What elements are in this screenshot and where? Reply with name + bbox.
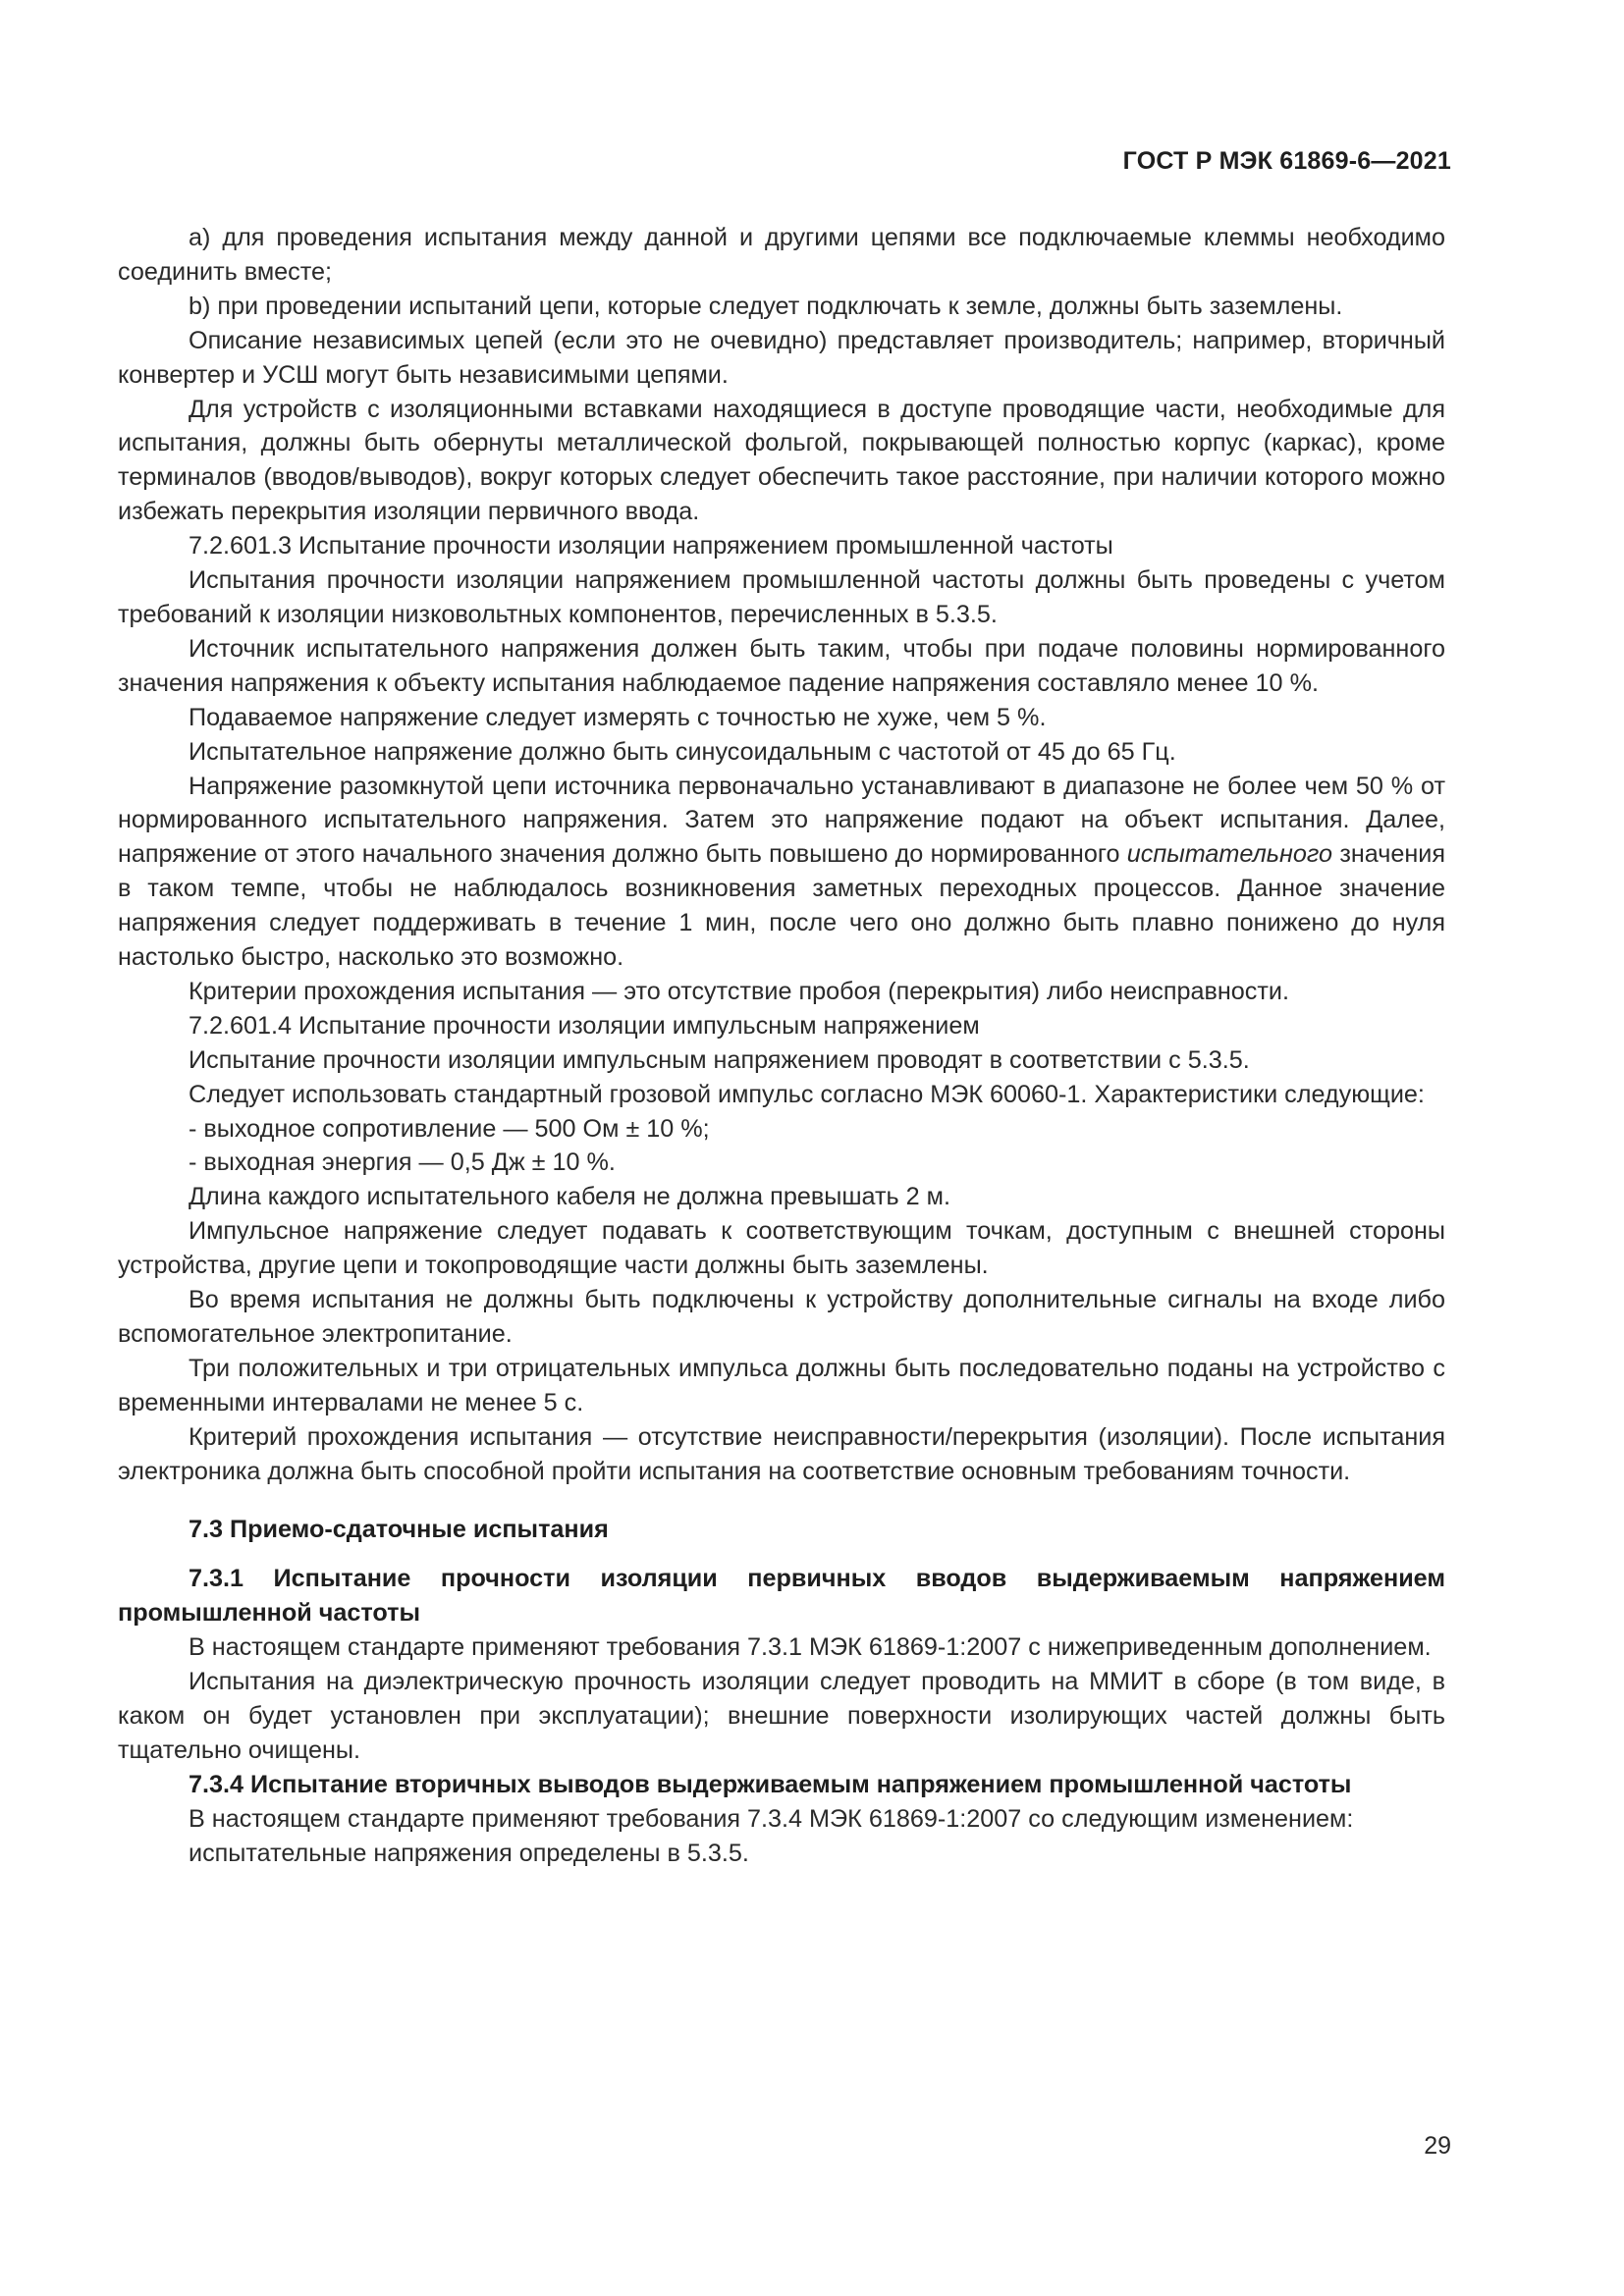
open-circuit-italic-word: испытательного (1126, 840, 1333, 869)
paragraph-impulse-application: Импульсное напряжение следует подавать к соответствующим точкам, доступным с внешней стороны устройства, другие цепи и токопроводящие части должны быть заземлены. (118, 1217, 1445, 1280)
paragraph-7-3-1-requirements: В настоящем стандарте применяют требования 7.3.1 МЭК 61869-1:2007 с нижеприведенным дополнением. (189, 1633, 1432, 1662)
open-circuit-text-start: Напряжение разомкнутой цепи источника первоначально устанавливают в диапазоне не более чем 50 % от нормированного испытательного напряжения. Затем это напряжение подают на объект испытания. Далее, напряжение от этого начального значения должно быть повышено до нормированного (118, 772, 1445, 869)
paragraph-impulse-test: Испытание прочности изоляции импульсным напряжением проводят в соответствии с 5.3.5. (189, 1045, 1250, 1074)
paragraph-independent-circuits: Описание независимых цепей (если это не очевидно) представляет производитель; например, вторичный конвертер и УСШ могут быть независимыми цепями. (118, 326, 1445, 389)
paragraph-impulse-count: Три положительных и три отрицательных импульса должны быть последовательно поданы на устройство с временными интервалами не менее 5 с. (118, 1354, 1445, 1416)
document-body (118, 221, 1445, 1871)
paragraph-no-auxiliary-signals: Во время испытания не должны быть подключены к устройству дополнительные сигналы на входе либо вспомогательное электропитание. (118, 1286, 1445, 1348)
paragraph-cable-length: Длина каждого испытательного кабеля не должна превышать 2 м. (189, 1183, 950, 1211)
paragraph-b: b) при проведении испытаний цепи, которые следует подключать к земле, должны быть заземлены. (189, 292, 1343, 320)
clause-7-2-601-3-title: 7.2.601.3 Испытание прочности изоляции напряжением промышленной частоты (189, 532, 1113, 561)
section-7-3-1-heading: 7.3.1 Испытание прочности изоляции первичных вводов выдерживаемым напряжением промышленной частоты (118, 1565, 1445, 1628)
paragraph-7-3-1-dielectric: Испытания на диэлектрическую прочность изоляции следует проводить на ММИТ в сборе (в том виде, в каком он будет установлен при эксплуатации); внешние поверхности изолирующих частей должны быть тщательно очищены. (118, 1668, 1445, 1764)
paragraph-open-circuit-voltage (118, 770, 1445, 975)
section-7-3-heading: 7.3 Приемо-сдаточные испытания (189, 1515, 609, 1543)
section-7-3-4-heading: 7.3.4 Испытание вторичных выводов выдерживаемым напряжением промышленной частоты (189, 1770, 1352, 1798)
open-circuit-text-end: значения в таком темпе, чтобы не наблюдалось возникновения заметных переходных процессов. Данное значение напряжения следует поддерживать в течение 1 мин, после чего оно должно быть плавно понижено до нуля настолько быстро, насколько это возможно. (118, 840, 1445, 972)
paragraph-power-frequency-tests: Испытания прочности изоляции напряжением промышленной частоты должны быть проведены с учетом требований к изоляции низковольтных компонентов, перечисленных в 5.3.5. (118, 566, 1445, 628)
paragraph-sinusoidal-voltage: Испытательное напряжение должно быть синусоидальным с частотой от 45 до 65 Гц. (189, 737, 1176, 766)
list-item-output-resistance: - выходное сопротивление — 500 Ом ± 10 %; (189, 1114, 710, 1143)
paragraph-pass-criteria: Критерии прохождения испытания — это отсутствие пробоя (перекрытия) либо неисправности. (189, 977, 1289, 1005)
paragraph-a: a) для проведения испытания между данной и другими цепями все подключаемые клеммы необходимо соединить вместе; (118, 224, 1445, 286)
paragraph-insulation-inserts: Для устройств с изоляционными вставками находящиеся в доступе проводящие части, необходимые для испытания, должны быть обернуты металлической фольгой, покрывающей полностью корпус (каркас), кроме терминалов (вводов/выводов), вокруг которых следует обеспечить такое расстояние, при наличии которого можно избежать перекрытия изоляции первичного ввода. (118, 395, 1445, 526)
paragraph-lightning-impulse: Следует использовать стандартный грозовой импульс согласно МЭК 60060-1. Характеристики следующие: (189, 1080, 1425, 1108)
paragraph-7-3-4-requirements: В настоящем стандарте применяют требования 7.3.4 МЭК 61869-1:2007 со следующим изменением: (189, 1804, 1354, 1833)
paragraph-impulse-pass-criterion: Критерий прохождения испытания — отсутствие неисправности/перекрытия (изоляции). После испытания электроника должна быть способной пройти испытания на соответствие основным требованиям точности. (118, 1422, 1445, 1485)
paragraph-measurement-accuracy: Подаваемое напряжение следует измерять с точностью не хуже, чем 5 %. (189, 703, 1047, 731)
list-item-output-energy: - выходная энергия — 0,5 Дж ± 10 %. (189, 1148, 616, 1177)
paragraph-voltage-source: Источник испытательного напряжения должен быть таким, чтобы при подаче половины нормированного значения напряжения к объекту испытания наблюдаемое падение напряжения составляло менее 10 %. (118, 634, 1445, 697)
page-number: 29 (1424, 2132, 1451, 2160)
clause-7-2-601-4-title: 7.2.601.4 Испытание прочности изоляции импульсным напряжением (189, 1011, 980, 1040)
standard-id-header: ГОСТ Р МЭК 61869-6—2021 (1122, 147, 1451, 175)
paragraph-7-3-4-test-voltages: испытательные напряжения определены в 5.3.5. (189, 1839, 749, 1867)
